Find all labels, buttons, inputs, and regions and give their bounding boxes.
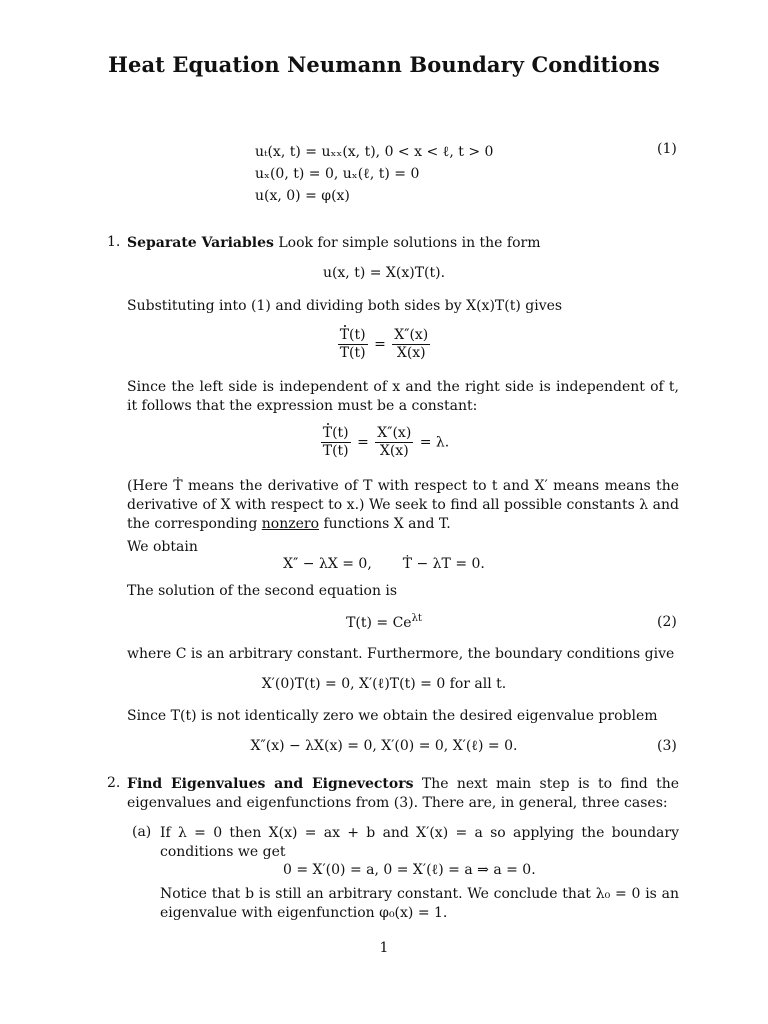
eigenproblem-intro: Since T(t) is not identically zero we obtain the desired eigenvalue problem <box>127 708 658 724</box>
boundary-product: X′(0)T(t) = 0, X′(ℓ)T(t) = 0 for all t. <box>261 676 507 692</box>
pde-line: uₜ(x, t) = uₓₓ(x, t), 0 < x < ℓ, t > 0 <box>255 144 494 160</box>
case-a-equation: 0 = X′(0) = a, 0 = X′(ℓ) = a ⇒ a = 0. <box>283 862 536 878</box>
case-a-label: (a) <box>132 824 152 840</box>
equals-sign: = <box>374 336 386 353</box>
eigenvalue-problem: X″(x) − λX(x) = 0, X′(0) = 0, X′(ℓ) = 0. <box>250 738 518 754</box>
spatial-ode: X″ − λX = 0, <box>283 556 372 572</box>
rhs-denominator-2: X(x) <box>379 443 409 459</box>
nonzero-underlined: nonzero <box>261 516 320 532</box>
item-number-2: 2. <box>107 775 121 791</box>
separation-form: u(x, t) = X(x)T(t). <box>322 265 446 281</box>
equals-sign-2: = <box>357 434 369 451</box>
lhs-fraction <box>338 327 368 362</box>
temporal-solution-base: T(t) = Ce <box>346 615 412 631</box>
case-a-conclusion: Notice that b is still an arbitrary constant. We conclude that λ₀ = 0 is an eigenvalue with eigenfunction φ₀(x) = 1. <box>160 886 679 921</box>
step2-intro-block <box>127 775 679 813</box>
page-number: 1 <box>379 940 389 956</box>
case-a-text: If λ = 0 then X(x) = ax + b and X′(x) = a so applying the boundary conditions we get <box>160 825 679 860</box>
rhs-denominator: X(x) <box>396 345 426 361</box>
temporal-ode: Ṫ − λT = 0. <box>402 556 485 572</box>
ode-pair <box>0 556 768 572</box>
equation-number-3: (3) <box>657 738 677 754</box>
substitution-text: Substituting into (1) and dividing both sides by X(x)T(t) gives <box>127 298 563 314</box>
equation-number-2: (2) <box>657 614 677 630</box>
rhs-numerator-2: X″(x) <box>377 425 412 441</box>
step2-intro: The next main step is to find the eigenvalues and eigenfunctions from (3). There are, in general, three cases: <box>127 776 680 811</box>
pde-system <box>255 141 493 207</box>
derivative-note-text: (Here Ṫ means the derivative of T with respect to t and X′ means means the derivative of X with respect to x.) We seek to find all possible constants λ and the corresponding <box>127 478 679 532</box>
rhs-fraction <box>392 327 430 362</box>
temporal-solution-exponent: λt <box>411 613 422 624</box>
item-number-1: 1. <box>107 234 121 250</box>
boundary-line: uₓ(0, t) = 0, uₓ(ℓ, t) = 0 <box>255 166 420 182</box>
lambda-tail: = λ. <box>419 434 450 451</box>
page-title: Heat Equation Neumann Boundary Conditions <box>108 52 660 77</box>
constant-argument: Since the left side is independent of x and the right side is independent of t, it follows that the expression must be a constant: <box>127 379 679 414</box>
step1-intro: Look for simple solutions in the form <box>278 235 541 251</box>
rhs-fraction-2 <box>375 425 413 460</box>
step1-heading: Separate Variables <box>127 235 274 251</box>
we-obtain: We obtain <box>127 539 198 555</box>
lhs-numerator-2: T(t) <box>322 425 349 441</box>
step1-intro-line <box>127 234 541 253</box>
lhs-numerator: T(t) <box>339 327 366 343</box>
derivative-note <box>127 477 679 534</box>
ratio-lambda-equation <box>0 425 768 460</box>
temporal-solution <box>0 613 768 631</box>
step2-heading: Find Eigenvalues and Eignevectors <box>127 776 414 792</box>
initial-line: u(x, 0) = φ(x) <box>255 188 350 204</box>
solution-intro: The solution of the second equation is <box>127 583 398 599</box>
equation-number-1: (1) <box>657 141 677 157</box>
ratio-equation <box>0 327 768 362</box>
lhs-denominator-2: T(t) <box>322 443 349 459</box>
lhs-denominator: T(t) <box>339 345 366 361</box>
functions-tail: functions X and T. <box>323 516 451 532</box>
arbitrary-constant-text: where C is an arbitrary constant. Furthermore, the boundary conditions give <box>127 646 675 662</box>
lhs-fraction-2 <box>321 425 351 460</box>
rhs-numerator: X″(x) <box>394 327 429 343</box>
